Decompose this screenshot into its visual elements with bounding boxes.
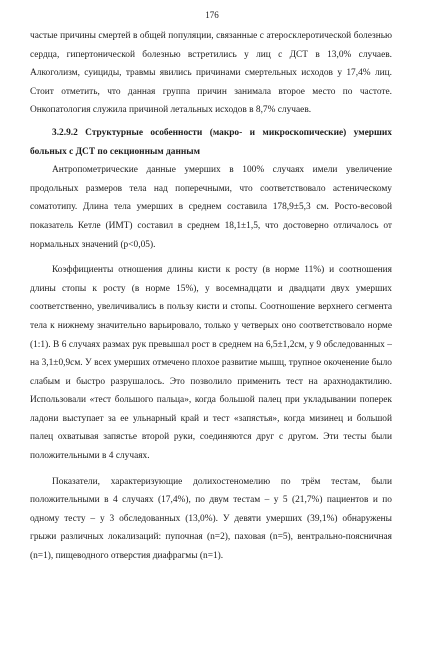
page-content [30, 27, 392, 566]
paragraph-causes-of-death: частые причины смертей в общей популяции, связанные с атеросклеротической болезнью сердца, гипертонической болезнью встретились у лиц с ДСТ в 13,0% случаев. Алкоголизм, суициды, травмы явились причинами смертельных исходов у 17,4% лиц. Стоит отметить, что данная группа причин занимала второе место по частоте. Онкопатология служила причиной летальных исходов в 8,7% случаев. [30, 31, 392, 116]
page-number: 176 [205, 10, 219, 20]
paragraph-dolichostenomelia: Показатели, характеризующие долихостеномелию по трём тестам, были положительными в 4 случаях (17,4%), по двум тестам – у 5 (21,7%) пациентов и по одному тесту – у 3 обследованных (13,0%). У девяти умерших (39,1%) обнаружены грыжи различных локализаций: пупочная (n=2), паховая (n=5), вентрально-поясничная (n=1), пищеводного отверстия диафрагмы (n=1). [30, 476, 392, 562]
paragraph-anthropometry: Антропометрические данные умерших в 100% случаях имели увеличение продольных размеров тела над поперечными, что соответствовало астеническому соматотипу. Длина тела умерших в среднем составила 178,9±5,3 см. Росто-весовой показатель Кетле (ИМТ) составил в среднем 18,1±1,5, что достоверно отличалось от нормальных значений (p<0,05). [30, 165, 392, 250]
section-heading: 3.2.9.2 Структурные особенности (макро- и микроскопические) умерших больных с ДСТ по секционным данным [30, 127, 392, 157]
paragraph-ratios: Коэффициенты отношения длины кисти к росту (в норме 11%) и соотношения длины стопы к росту (в норме 15%), у восемнадцати и двадцати двух умерших соответственно, увеличивались в пользу кисти и стопы. Соотношение верхнего сегмента тела к нижнему значительно варьировало, только у четверых оно соответствовало норме (1:1). В 6 случаях размах рук превышал рост в среднем на 6,5±1,2см, у 9 обследованных – на 3,1±0,9см. У всех умерших отмечено плохое развитие мышц, трупное окоченение было слабым и быстро разрушалось. Это позволило применить тест на арахнодактилию. Использовали «тест большого пальца», когда большой палец при укладывании поперек ладони выступает за ее ульнарный край и тест «запястья», когда мизинец и большой палец охватывая запястье второй руки, соединяются друг с другом. Эти тесты были положительными в 4 случаях. [30, 265, 392, 462]
